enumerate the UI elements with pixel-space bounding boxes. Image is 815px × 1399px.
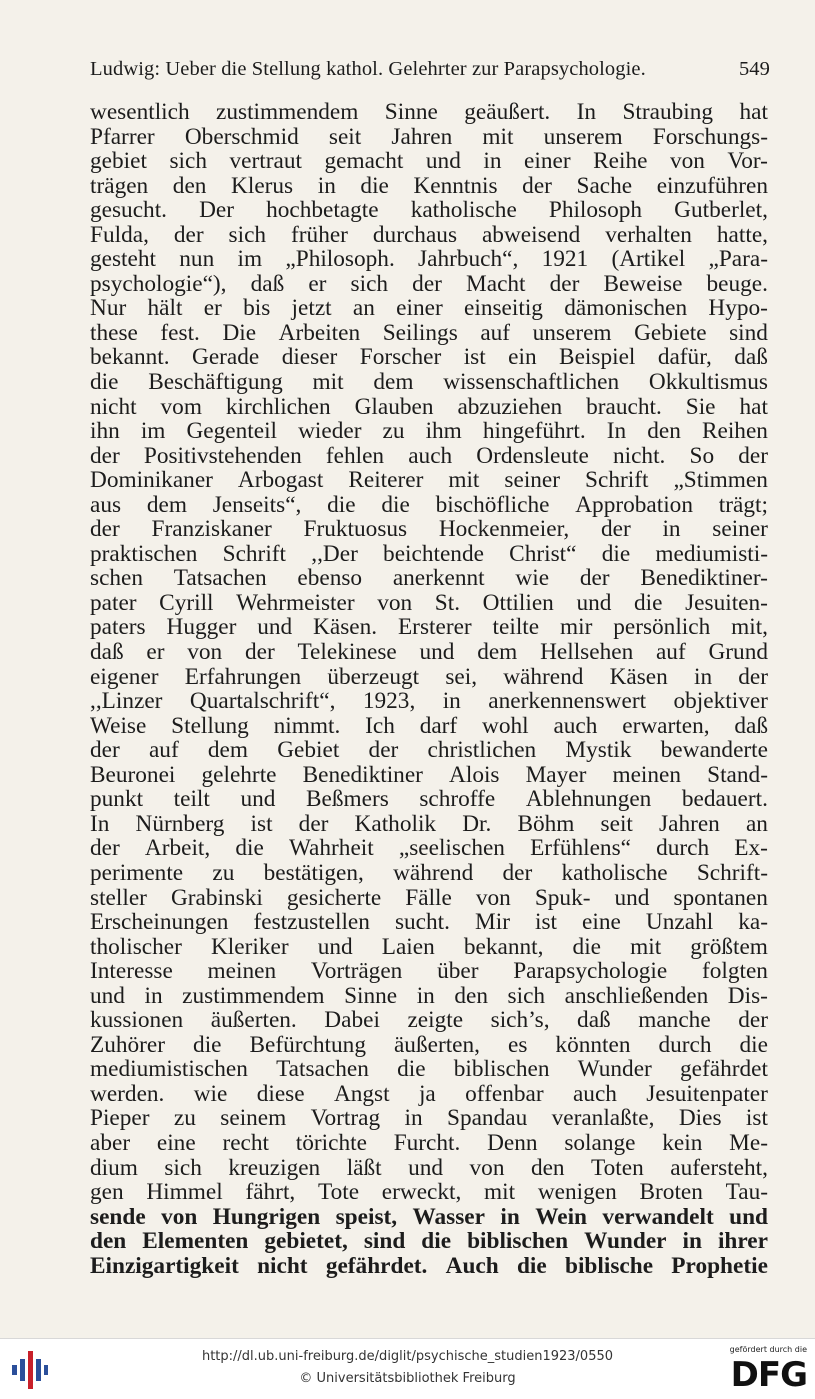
- text-line: gesucht. Der hochbetagte katholische Philosoph Gutberlet,: [90, 197, 768, 224]
- text-line: paters Hugger und Käsen. Ersterer teilte mir persönlich mit,: [90, 614, 768, 641]
- text-line: tholischer Kleriker und Laien bekannt, die mit größtem: [90, 933, 768, 960]
- source-url[interactable]: http://dl.ub.uni-freiburg.de/diglit/psychische_studien1923/0550: [201, 1349, 614, 1364]
- text-line: gebiet sich vertraut gemacht und in einer Reihe von Vor-: [90, 148, 768, 175]
- text-line: daß er von der Telekinese und dem Hellsehen auf Grund: [90, 639, 768, 666]
- text-line: pater Cyrill Wehrmeister von St. Ottilien und die Jesuiten-: [90, 589, 768, 616]
- running-header: [90, 58, 770, 88]
- text-line: praktischen Schrift ,,Der beichtende Christ“ die mediumisti-: [90, 540, 768, 567]
- text-line: der Franziskaner Fruktuosus Hockenmeier, der in seiner: [90, 516, 768, 543]
- text-line: wesentlich zustimmendem Sinne geäußert. In Straubing hat: [90, 99, 768, 125]
- text-line: these fest. Die Arbeiten Seilings auf unserem Gebiete sind: [90, 319, 768, 346]
- text-line: aber eine recht törichte Furcht. Denn solange kein Me-: [90, 1129, 768, 1156]
- page-number: 549: [738, 58, 770, 80]
- text-line: die Beschäftigung mit dem wissenschaftlichen Okkultismus: [90, 369, 768, 396]
- body-text: [90, 100, 768, 1278]
- text-line: mediumistischen Tatsachen die biblischen Wunder gefährdet: [90, 1056, 768, 1083]
- copyright-notice: © Universitätsbibliothek Freiburg: [299, 1371, 516, 1386]
- text-line: der Arbeit, die Wahrheit „seelischen Erfühlens“ durch Ex-: [90, 835, 768, 862]
- text-line: aus dem Jenseits“, die die bischöfliche Approbation trägt;: [90, 491, 768, 518]
- text-line: psychologie“), daß er sich der Macht der Beweise beuge.: [90, 270, 768, 297]
- text-line: Erscheinungen festzustellen sucht. Mir ist eine Unzahl ka-: [90, 909, 768, 936]
- text-line: gesteht nun im „Philosoph. Jahrbuch“, 1921 (Artikel „Para-: [90, 246, 768, 273]
- text-line: und in zustimmendem Sinne in den sich anschließenden Dis-: [90, 982, 768, 1009]
- text-line: den Elementen gebietet, sind die biblischen Wunder in ihrer: [90, 1228, 768, 1255]
- text-line: werden. wie diese Angst ja offenbar auch Jesuitenpater: [90, 1080, 768, 1107]
- text-line: Fulda, der sich früher durchaus abweisend verhalten hatte,: [90, 221, 768, 248]
- text-line: ihn im Gegenteil wieder zu ihm hingeführt. In den Reihen: [90, 418, 768, 445]
- dfg-caption: gefördert durch die: [729, 1345, 807, 1354]
- dfg-logo-icon: DFG: [730, 1355, 807, 1395]
- text-line: nicht vom kirchlichen Glauben abzuziehen braucht. Sie hat: [90, 393, 768, 420]
- text-line: ,,Linzer Quartalschrift“, 1923, in anerkennenswert objektiver: [90, 688, 768, 715]
- text-line: trägen den Klerus in die Kenntnis der Sache einzuführen: [90, 172, 768, 199]
- text-line: perimente zu bestätigen, während der katholische Schrift-: [90, 859, 768, 886]
- text-line: Interesse meinen Vorträgen über Parapsychologie folgten: [90, 958, 768, 985]
- text-line: Zuhörer die Befürchtung äußerten, es könnten durch die: [90, 1031, 768, 1058]
- text-line: der auf dem Gebiet der christlichen Mystik bewanderte: [90, 737, 768, 764]
- text-line: gen Himmel fährt, Tote erweckt, mit wenigen Broten Tau-: [90, 1179, 768, 1206]
- viewer-footer: [0, 1338, 815, 1399]
- running-title: Ludwig: Ueber die Stellung kathol. Gelehrter zur Parapsychologie.: [90, 58, 646, 80]
- text-line: eigener Erfahrungen überzeugt sei, während Käsen in der: [90, 663, 768, 690]
- text-line: Einzigartigkeit nicht gefährdet. Auch die biblische Prophetie: [90, 1252, 768, 1279]
- text-line: dium sich kreuzigen läßt und von den Toten aufersteht,: [90, 1154, 768, 1181]
- text-line: Pfarrer Oberschmid seit Jahren mit unserem Forschungs-: [90, 123, 768, 150]
- text-line: Dominikaner Arbogast Reiterer mit seiner Schrift „Stimmen: [90, 467, 768, 494]
- text-line: sende von Hungrigen speist, Wasser in Wein verwandelt und: [90, 1203, 768, 1230]
- text-line: In Nürnberg ist der Katholik Dr. Böhm seit Jahren an: [90, 810, 768, 837]
- text-line: Pieper zu seinem Vortrag in Spandau veranlaßte, Dies ist: [90, 1105, 768, 1132]
- text-line: Beuronei gelehrte Benediktiner Alois Mayer meinen Stand-: [90, 761, 768, 788]
- text-line: Weise Stellung nimmt. Ich darf wohl auch erwarten, daß: [90, 712, 768, 739]
- text-line: punkt teilt und Beßmers schroffe Ablehnungen bedauert.: [90, 786, 768, 813]
- dfg-funding-logo: [719, 1345, 807, 1395]
- text-line: steller Grabinski gesicherte Fälle von Spuk- und spontanen: [90, 884, 768, 911]
- text-line: der Positivstehenden fehlen auch Ordensleute nicht. So der: [90, 442, 768, 469]
- text-line: Nur hält er bis jetzt an einer einseitig dämonischen Hypo-: [90, 295, 768, 322]
- text-line: bekannt. Gerade dieser Forscher ist ein Beispiel dafür, daß: [90, 344, 768, 371]
- text-line: kussionen äußerten. Dabei zeigte sich’s, daß manche der: [90, 1007, 768, 1034]
- text-line: schen Tatsachen ebenso anerkennt wie der Benediktiner-: [90, 565, 768, 592]
